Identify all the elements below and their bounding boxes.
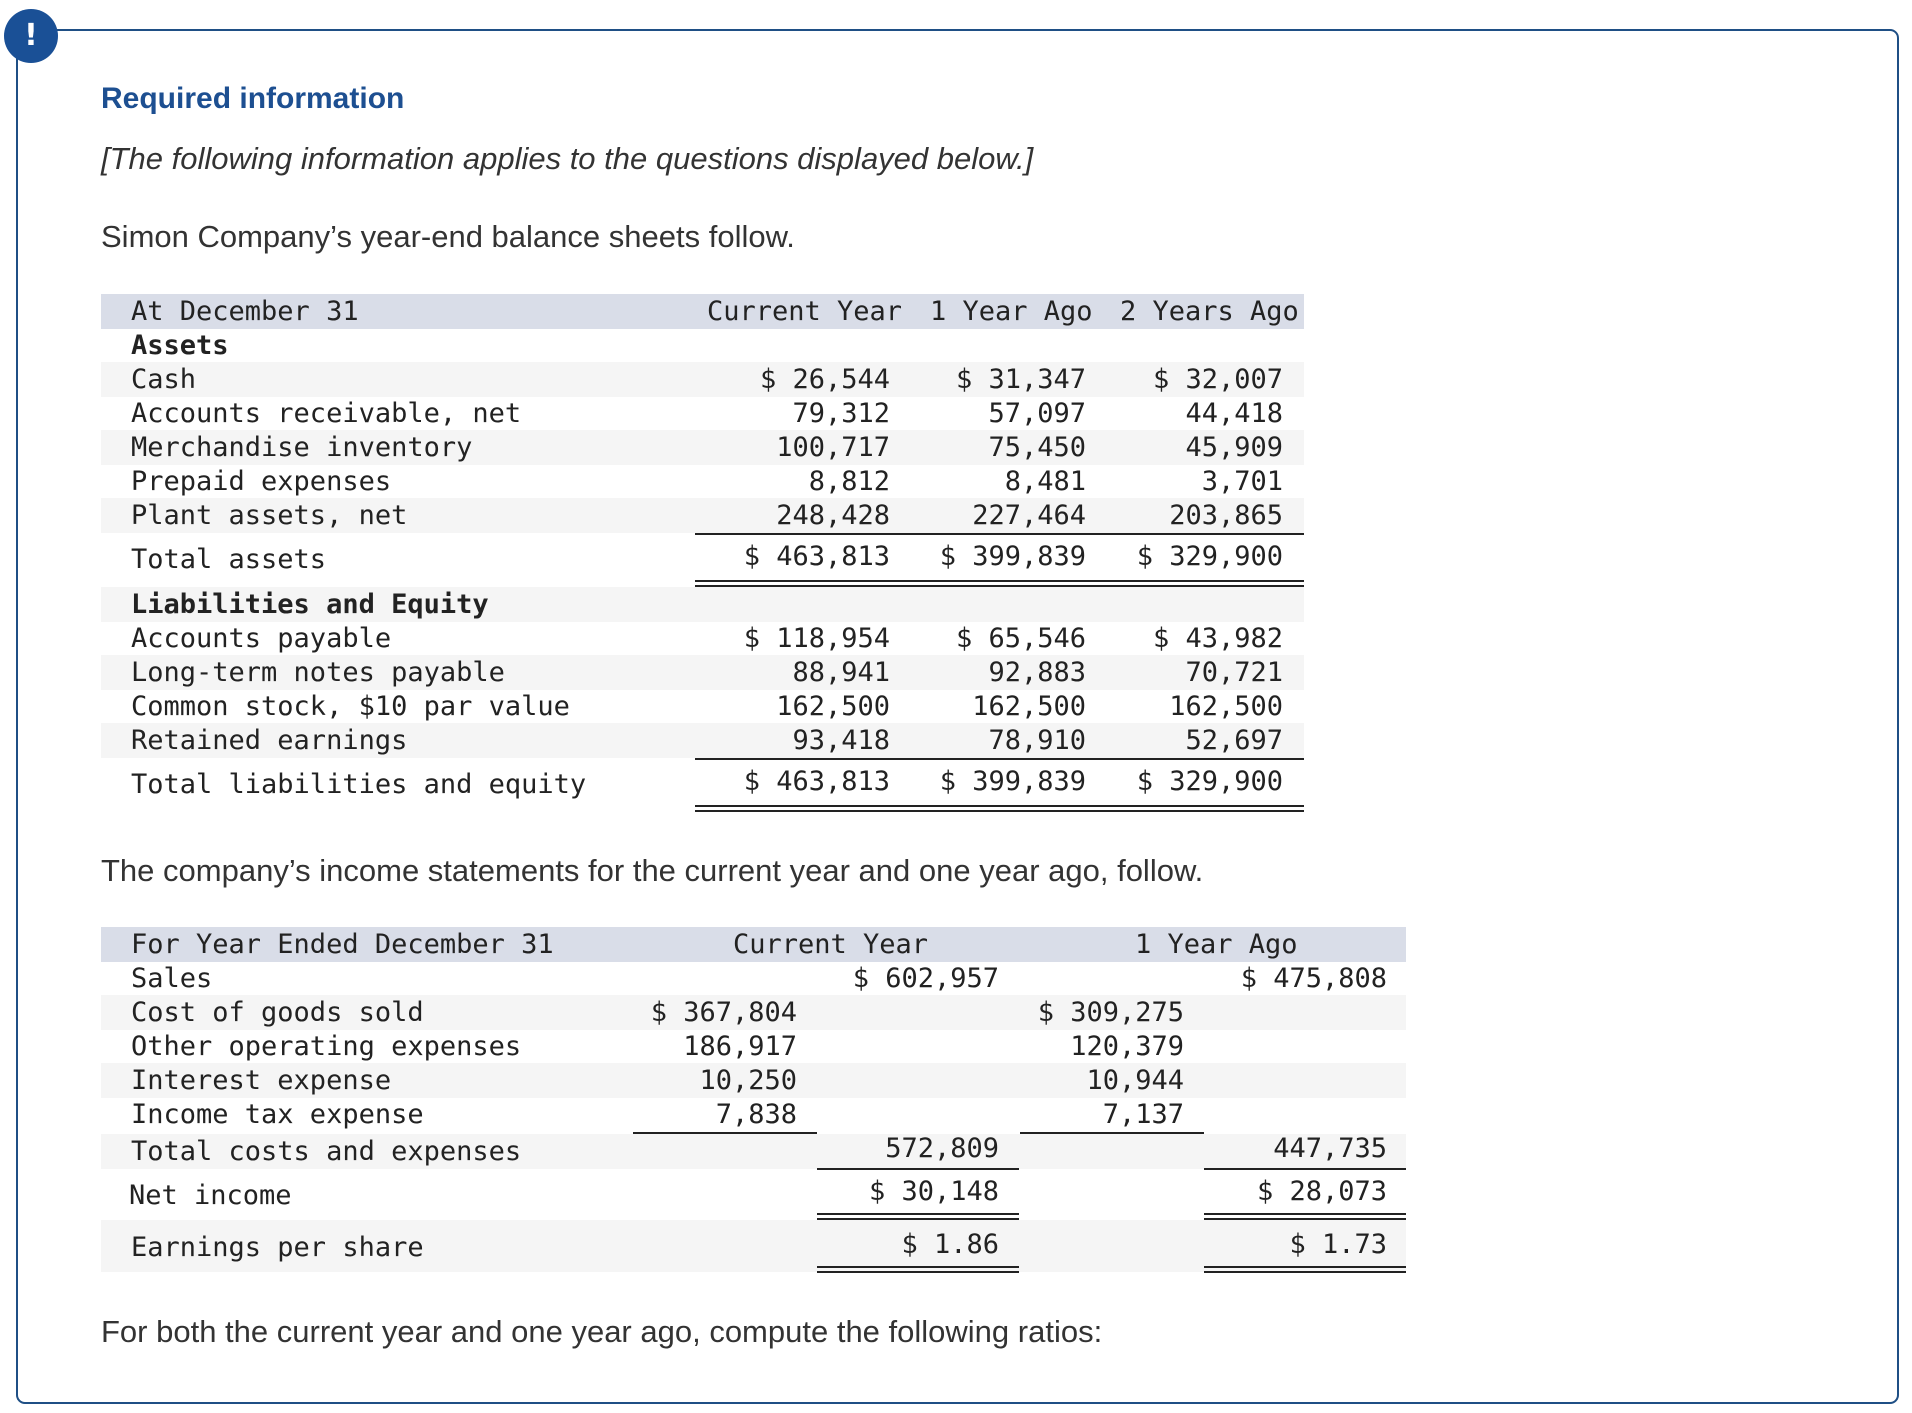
- total-costs-rule-current: [817, 1168, 1019, 1170]
- closing-prompt: For both the current year and one year ago, compute the following ratios:: [101, 1314, 1103, 1349]
- liability-row-2yr: 162,500: [1169, 691, 1283, 722]
- expense-row-label: Interest expense: [131, 1065, 392, 1096]
- liability-row-label: Common stock, $10 par value: [131, 691, 570, 722]
- balance-header-2-years-ago: 2 Years Ago: [1120, 296, 1299, 327]
- expense-row-current: $ 367,804: [650, 997, 797, 1028]
- asset-row-label: Cash: [131, 364, 197, 395]
- net-income-label: Net income: [129, 1180, 292, 1211]
- liability-row-2yr: 70,721: [1185, 657, 1283, 688]
- balance-header-label: At December 31: [131, 296, 359, 327]
- asset-row-1yr: 8,481: [1004, 466, 1086, 497]
- total-costs-label: Total costs and expenses: [131, 1136, 522, 1167]
- expense-row-current: 7,838: [715, 1099, 797, 1130]
- asset-row-label: Merchandise inventory: [131, 432, 473, 463]
- total-assets-1yr: $ 399,839: [939, 541, 1086, 572]
- assets-heading: Assets: [131, 330, 229, 361]
- liability-row-label: Accounts payable: [131, 623, 392, 654]
- expense-row-1yr: 120,379: [1070, 1031, 1184, 1062]
- net-income-current: $ 30,148: [868, 1176, 999, 1207]
- asset-row-current: 79,312: [792, 398, 890, 429]
- liability-row-1yr: 78,910: [988, 725, 1086, 756]
- expense-row-label: Income tax expense: [131, 1099, 424, 1130]
- asset-row-1yr: 57,097: [988, 398, 1086, 429]
- income-header-label: For Year Ended December 31: [131, 929, 554, 960]
- total-liabilities-current: $ 463,813: [743, 766, 890, 797]
- asset-row-label: Accounts receivable, net: [131, 398, 522, 429]
- expense-row-current: 10,250: [699, 1065, 797, 1096]
- total-assets-double-rule: [695, 580, 1304, 587]
- total-costs-rule-1yr: [1204, 1168, 1406, 1170]
- required-info-title: Required information: [101, 82, 405, 115]
- liability-row-2yr: $ 43,982: [1152, 623, 1283, 654]
- expense-row-label: Cost of goods sold: [131, 997, 424, 1028]
- asset-row-1yr: 227,464: [972, 500, 1086, 531]
- eps-label: Earnings per share: [131, 1232, 424, 1263]
- total-assets-label: Total assets: [131, 544, 327, 575]
- liability-row-current: 93,418: [792, 725, 890, 756]
- sales-label: Sales: [131, 963, 213, 994]
- asset-row-2yr: 44,418: [1185, 398, 1283, 429]
- liability-row-current: 162,500: [776, 691, 890, 722]
- liability-row-1yr: $ 65,546: [955, 623, 1086, 654]
- income-intro: The company’s income statements for the current year and one year ago, follow.: [101, 853, 1204, 888]
- liability-row-label: Long-term notes payable: [131, 657, 505, 688]
- liability-row-1yr: 162,500: [972, 691, 1086, 722]
- total-costs-current: 572,809: [885, 1133, 999, 1164]
- total-liabilities-label: Total liabilities and equity: [131, 769, 587, 800]
- eps-1yr: $ 1.73: [1289, 1229, 1387, 1260]
- asset-row-1yr: $ 31,347: [955, 364, 1086, 395]
- expense-row-1yr: 10,944: [1086, 1065, 1184, 1096]
- liabilities-subtotal-rule: [695, 758, 1304, 760]
- income-header-current-year: Current Year: [733, 929, 929, 960]
- total-liabilities-1yr: $ 399,839: [939, 766, 1086, 797]
- assets-subtotal-rule: [695, 533, 1304, 535]
- eps-double-rule-current: [817, 1266, 1019, 1273]
- balance-header-1-year-ago: 1 Year Ago: [930, 296, 1093, 327]
- expense-row-1yr: $ 309,275: [1037, 997, 1184, 1028]
- net-income-double-rule-current: [817, 1213, 1019, 1220]
- asset-row-label: Prepaid expenses: [131, 466, 392, 497]
- total-assets-current: $ 463,813: [743, 541, 890, 572]
- applies-note: [The following information applies to the questions displayed below.]: [101, 141, 1034, 176]
- liability-row-current: $ 118,954: [743, 623, 890, 654]
- liabilities-heading: Liabilities and Equity: [131, 589, 489, 620]
- net-income-double-rule-1yr: [1204, 1213, 1406, 1220]
- asset-row-current: 100,717: [776, 432, 890, 463]
- sales-current: $ 602,957: [852, 963, 999, 994]
- net-income-1yr: $ 28,073: [1256, 1176, 1387, 1207]
- asset-row-label: Plant assets, net: [131, 500, 408, 531]
- total-assets-2yr: $ 329,900: [1136, 541, 1283, 572]
- asset-row-1yr: 75,450: [988, 432, 1086, 463]
- total-liabilities-double-rule: [695, 805, 1304, 812]
- liability-row-label: Retained earnings: [131, 725, 408, 756]
- asset-row-2yr: 3,701: [1201, 466, 1283, 497]
- asset-row-current: 8,812: [808, 466, 890, 497]
- balance-header-current-year: Current Year: [707, 296, 903, 327]
- income-header-1-year-ago: 1 Year Ago: [1135, 929, 1298, 960]
- expense-row-1yr: 7,137: [1102, 1099, 1184, 1130]
- balance-intro: Simon Company’s year-end balance sheets follow.: [101, 219, 795, 254]
- exclamation-icon: !: [4, 9, 58, 63]
- liability-row-2yr: 52,697: [1185, 725, 1283, 756]
- asset-row-current: $ 26,544: [759, 364, 890, 395]
- total-costs-1yr: 447,735: [1273, 1133, 1387, 1164]
- asset-row-2yr: 203,865: [1169, 500, 1283, 531]
- eps-current: $ 1.86: [901, 1229, 999, 1260]
- asset-row-2yr: $ 32,007: [1152, 364, 1283, 395]
- total-liabilities-2yr: $ 329,900: [1136, 766, 1283, 797]
- expense-row-current: 186,917: [683, 1031, 797, 1062]
- liability-row-current: 88,941: [792, 657, 890, 688]
- asset-row-2yr: 45,909: [1185, 432, 1283, 463]
- sales-1yr: $ 475,808: [1240, 963, 1387, 994]
- expense-row-label: Other operating expenses: [131, 1031, 522, 1062]
- asset-row-current: 248,428: [776, 500, 890, 531]
- liability-row-1yr: 92,883: [988, 657, 1086, 688]
- eps-double-rule-1yr: [1204, 1266, 1406, 1273]
